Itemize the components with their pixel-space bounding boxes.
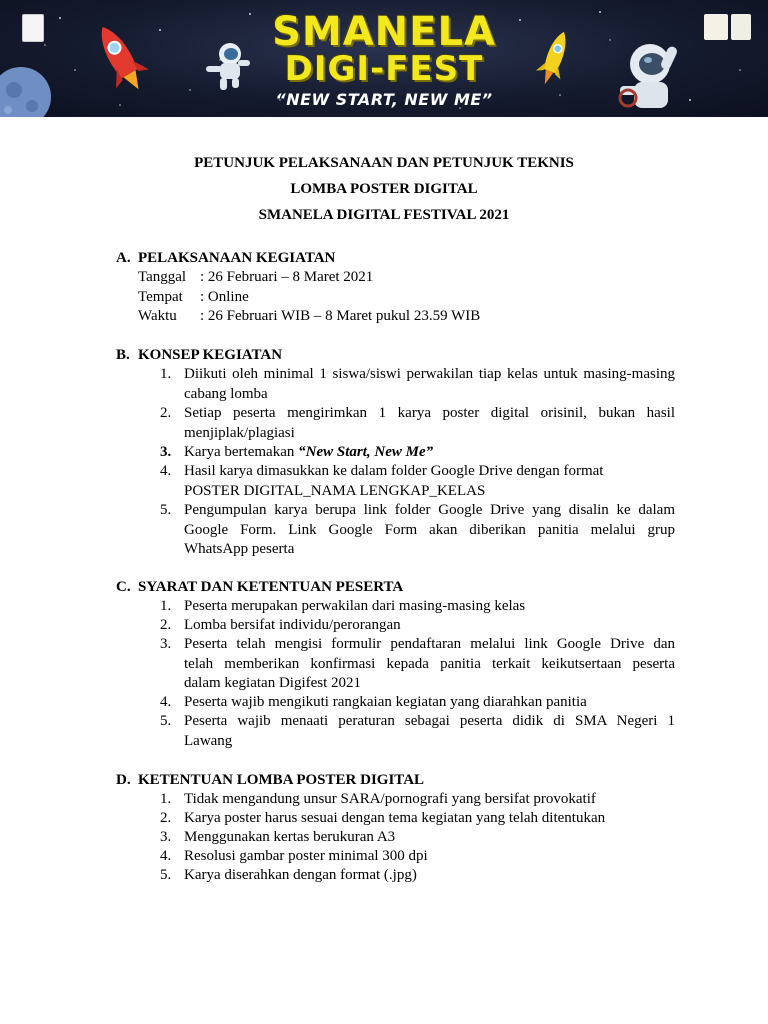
list-text: Tidak mengandung unsur SARA/pornografi yang bersifat provokatif: [184, 791, 596, 807]
info-row-tempat: [138, 288, 249, 307]
list-number: 1.: [160, 791, 172, 807]
list-number: 3.: [160, 444, 172, 460]
list-number: 2.: [160, 405, 172, 421]
list-item: [160, 616, 675, 636]
list-text: telah memberikan konfirmasi kepada panitia terkait keikutsertaan peserta: [184, 655, 675, 672]
info-value: : Online: [200, 289, 249, 305]
list-item: [160, 443, 675, 463]
list-number: 5.: [160, 867, 172, 883]
event-banner: [0, 0, 768, 117]
section-title-text: KETENTUAN LOMBA POSTER DIGITAL: [138, 772, 425, 788]
list-text: menjiplak/plagiasi: [184, 424, 295, 441]
list-item: [160, 847, 675, 867]
list-text: Resolusi gambar poster minimal 300 dpi: [184, 848, 428, 864]
list-number: 4.: [160, 463, 172, 479]
list-text: Peserta merupakan perwakilan dari masing-masing kelas: [184, 598, 526, 614]
section-b-title: [116, 346, 282, 365]
banner-tagline: “NEW START, NEW ME”: [275, 90, 493, 109]
info-row-waktu: [138, 307, 480, 326]
list-number: 2.: [160, 810, 172, 826]
theme-prefix: Karya bertemakan: [184, 444, 299, 460]
info-key: Tanggal: [138, 269, 187, 285]
list-text: Karya diserahkan dengan format (.jpg): [184, 867, 417, 883]
info-row-tanggal: [138, 268, 373, 287]
list-item: [160, 501, 675, 560]
list-number: 5.: [160, 713, 172, 729]
section-letter: B.: [116, 347, 130, 363]
document-heading-1: PETUNJUK PELAKSANAAN DAN PETUNJUK TEKNIS: [194, 155, 574, 171]
document-heading-3: SMANELA DIGITAL FESTIVAL 2021: [258, 207, 510, 223]
list-text: POSTER DIGITAL_NAMA LENGKAP_KELAS: [184, 482, 486, 499]
list-item: [160, 866, 675, 886]
list-text: Peserta wajib menaati peraturan sebagai peserta didik di SMA Negeri 1: [184, 713, 675, 729]
list-text: Pengumpulan karya berupa link folder Google Drive yang disalin ke dalam: [184, 502, 675, 518]
list-item: [160, 712, 675, 751]
info-value: : 26 Februari – 8 Maret 2021: [200, 269, 374, 285]
section-a-title: [116, 249, 335, 268]
list-number: 5.: [160, 502, 172, 518]
list-text: cabang lomba: [184, 385, 268, 402]
list-text: Peserta telah mengisi formulir pendaftaran melalui link Google Drive dan: [184, 636, 675, 652]
section-d-title: [116, 771, 424, 790]
list-number: 4.: [160, 694, 172, 710]
list-text: dalam kegiatan Digifest 2021: [184, 675, 362, 691]
list-text: Setiap peserta mengirimkan 1 karya poster digital orisinil, bukan hasil: [184, 405, 675, 421]
document-heading-2: LOMBA POSTER DIGITAL: [290, 181, 478, 197]
list-number: 4.: [160, 848, 172, 864]
list-text: [184, 443, 675, 463]
list-text: Hasil karya dimasukkan ke dalam folder Google Drive dengan format: [184, 463, 604, 479]
info-key: Waktu: [138, 308, 177, 324]
section-letter: C.: [116, 579, 131, 595]
theme-name: “New Start, New Me”: [298, 444, 434, 460]
list-item: [160, 404, 675, 443]
list-item: [160, 693, 675, 713]
list-text: Menggunakan kertas berukuran A3: [184, 829, 396, 845]
section-letter: A.: [116, 250, 131, 266]
list-text: Lawang: [184, 732, 233, 749]
banner-title: SMANELA: [272, 9, 496, 55]
list-item: [160, 635, 675, 694]
list-text: WhatsApp peserta: [184, 541, 295, 557]
banner-subtitle: DIGI-FEST: [284, 49, 484, 89]
section-letter: D.: [116, 772, 131, 788]
list-item: [160, 809, 675, 829]
list-item: [160, 790, 675, 810]
section-c-title: [116, 578, 403, 597]
list-text: Karya poster harus sesuai dengan tema kegiatan yang telah ditentukan: [184, 810, 606, 826]
info-value: : 26 Februari WIB – 8 Maret pukul 23.59 WIB: [200, 308, 481, 324]
list-item: [160, 597, 675, 617]
list-number: 2.: [160, 617, 172, 633]
list-text: Google Form. Link Google Form akan diberikan panitia melalui grup: [184, 521, 675, 538]
list-text: Peserta wajib mengikuti rangkaian kegiatan yang diarahkan panitia: [184, 694, 587, 710]
list-item: [160, 828, 675, 848]
list-number: 3.: [160, 829, 172, 845]
list-text: Lomba bersifat individu/perorangan: [184, 617, 401, 633]
list-number: 1.: [160, 598, 172, 614]
list-item: [160, 462, 675, 501]
list-number: 1.: [160, 366, 172, 382]
list-item: [160, 365, 675, 404]
section-title-text: PELAKSANAAN KEGIATAN: [138, 250, 336, 266]
section-title-text: KONSEP KEGIATAN: [138, 347, 283, 363]
info-key: Tempat: [138, 289, 183, 305]
list-text: Diikuti oleh minimal 1 siswa/siswi perwakilan tiap kelas untuk masing-masing: [184, 366, 675, 382]
list-number: 3.: [160, 636, 172, 652]
section-title-text: SYARAT DAN KETENTUAN PESERTA: [138, 579, 404, 595]
